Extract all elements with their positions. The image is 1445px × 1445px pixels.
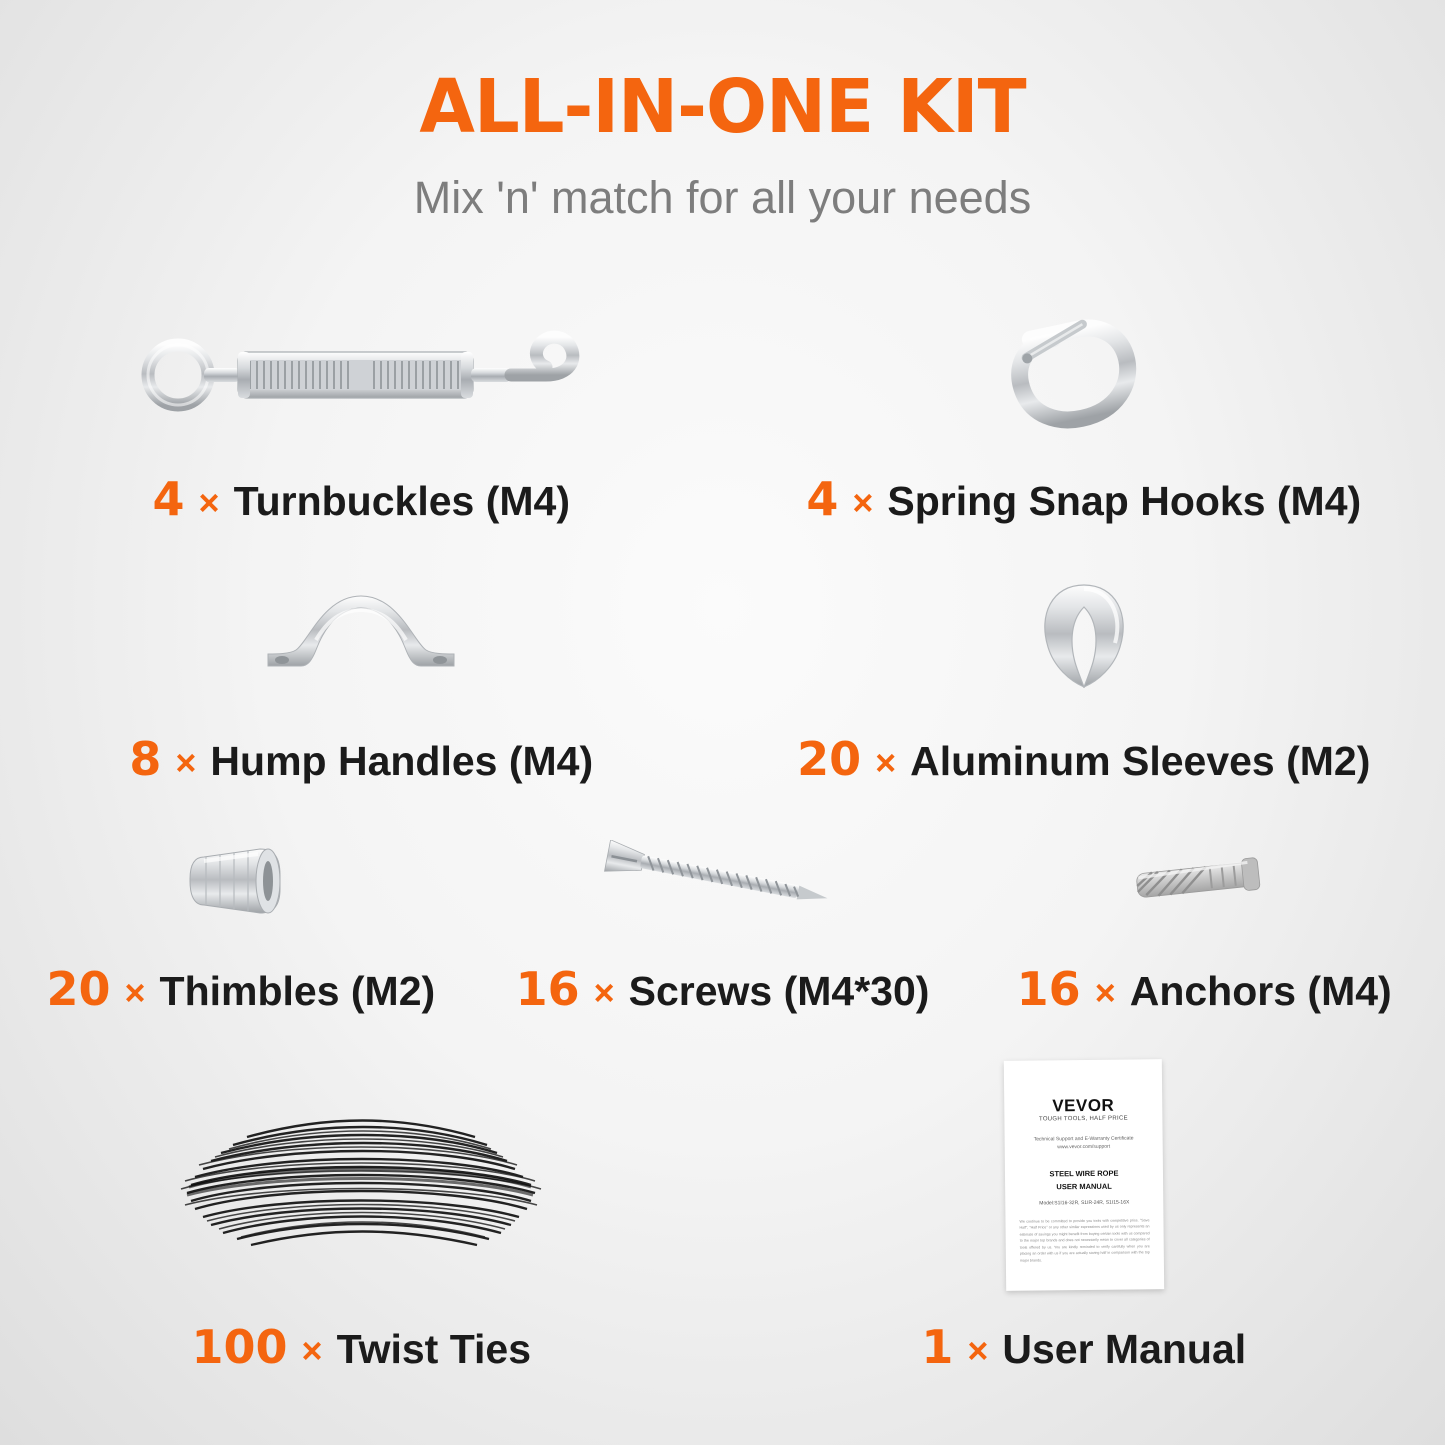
user-manual-icon (1005, 1060, 1163, 1290)
thimble-icon (1024, 560, 1144, 710)
kit-item-hump-handles (0, 560, 723, 786)
screw-icon (593, 820, 853, 940)
item-label: Aluminum Sleeves (M2) (910, 738, 1371, 784)
kit-item-turnbuckles (0, 300, 723, 526)
item-label: Anchors (M4) (1129, 968, 1392, 1014)
multiply-symbol: × (1094, 972, 1116, 1013)
snap-hook-icon (969, 300, 1199, 450)
item-caption (46, 962, 435, 1016)
multiply-symbol: × (124, 972, 146, 1013)
item-quantity: 16 (1016, 962, 1081, 1016)
anchor-plug-icon (1119, 820, 1289, 940)
item-caption (153, 472, 570, 526)
item-quantity: 4 (152, 472, 185, 526)
item-caption (921, 1320, 1246, 1374)
multiply-symbol: × (852, 482, 874, 523)
item-label: Turnbuckles (M4) (233, 478, 570, 524)
header (0, 64, 1445, 224)
item-caption (797, 732, 1370, 786)
kit-row-1 (0, 300, 1445, 526)
item-quantity: 8 (129, 732, 162, 786)
item-caption (192, 1320, 532, 1374)
manual-sheet (1004, 1059, 1164, 1291)
manual-tagline: TOUGH TOOLS, HALF PRICE (1038, 1115, 1128, 1123)
turnbuckle-icon (126, 300, 596, 450)
kit-item-spring-snap-hooks (723, 300, 1445, 526)
manual-brand: VEVOR (1051, 1095, 1115, 1116)
item-quantity: 16 (515, 962, 580, 1016)
item-quantity: 1 (921, 1320, 954, 1374)
manual-support-line (1004, 1135, 1162, 1152)
item-label: Thimbles (M2) (159, 968, 436, 1014)
item-caption (806, 472, 1361, 526)
hump-handle-icon (246, 560, 476, 710)
multiply-symbol: × (301, 1330, 323, 1371)
manual-body-text: We continue to be committed to provide you tools with competitive price. "Save Half", "Half Price" or any other similar expressions used by us only represents an estimate of savings you might benefit from buying certain tools with us compared to the major top brands and does not necessarily mean to cover all categories of tools offered by us. You are kindly reminded to verify carefully when you are placing an order with us if you are actually saving half in comparison with the top major brands. (1019, 1218, 1150, 1263)
manual-support-text: Technical Support and E-Warranty Certificate (1033, 1135, 1134, 1143)
manual-product: STEEL WIRE ROPE (1049, 1168, 1119, 1179)
kit-row-3 (0, 820, 1445, 1016)
page-subtitle: Mix 'n' match for all your needs (413, 172, 1032, 223)
multiply-symbol: × (198, 482, 220, 523)
kit-row-2 (0, 560, 1445, 786)
item-label: Screws (M4*30) (628, 968, 930, 1014)
kit-item-aluminum-sleeves (723, 560, 1445, 786)
item-caption (516, 962, 930, 1016)
multiply-symbol: × (967, 1330, 989, 1371)
item-quantity: 20 (797, 732, 862, 786)
manual-models: Model:S1I16-32R, S1IR-24R, S1I15-16X (1038, 1199, 1130, 1207)
multiply-symbol: × (875, 742, 897, 783)
item-label: Spring Snap Hooks (M4) (887, 478, 1362, 524)
kit-item-anchors (963, 820, 1445, 1016)
manual-doc-type: USER MANUAL (1056, 1181, 1112, 1192)
item-label: User Manual (1002, 1326, 1247, 1372)
twist-ties-icon (151, 1060, 571, 1290)
kit-item-twist-ties (0, 1060, 723, 1374)
multiply-symbol: × (593, 972, 615, 1013)
item-label: Twist Ties (336, 1326, 531, 1372)
kit-item-user-manual (723, 1060, 1445, 1374)
item-caption (1017, 962, 1392, 1016)
page-title: ALL-IN-ONE KIT (419, 64, 1026, 150)
item-caption (129, 732, 593, 786)
item-label: Hump Handles (M4) (210, 738, 594, 784)
sleeve-icon (176, 820, 306, 940)
manual-heading (1005, 1167, 1163, 1194)
item-quantity: 4 (806, 472, 839, 526)
kit-item-screws (482, 820, 964, 1016)
item-quantity: 20 (46, 962, 111, 1016)
item-quantity: 100 (191, 1320, 288, 1374)
multiply-symbol: × (175, 742, 197, 783)
kit-item-thimbles (0, 820, 482, 1016)
kit-row-4 (0, 1060, 1445, 1374)
manual-website: www.vevor.com/support (1057, 1143, 1110, 1150)
